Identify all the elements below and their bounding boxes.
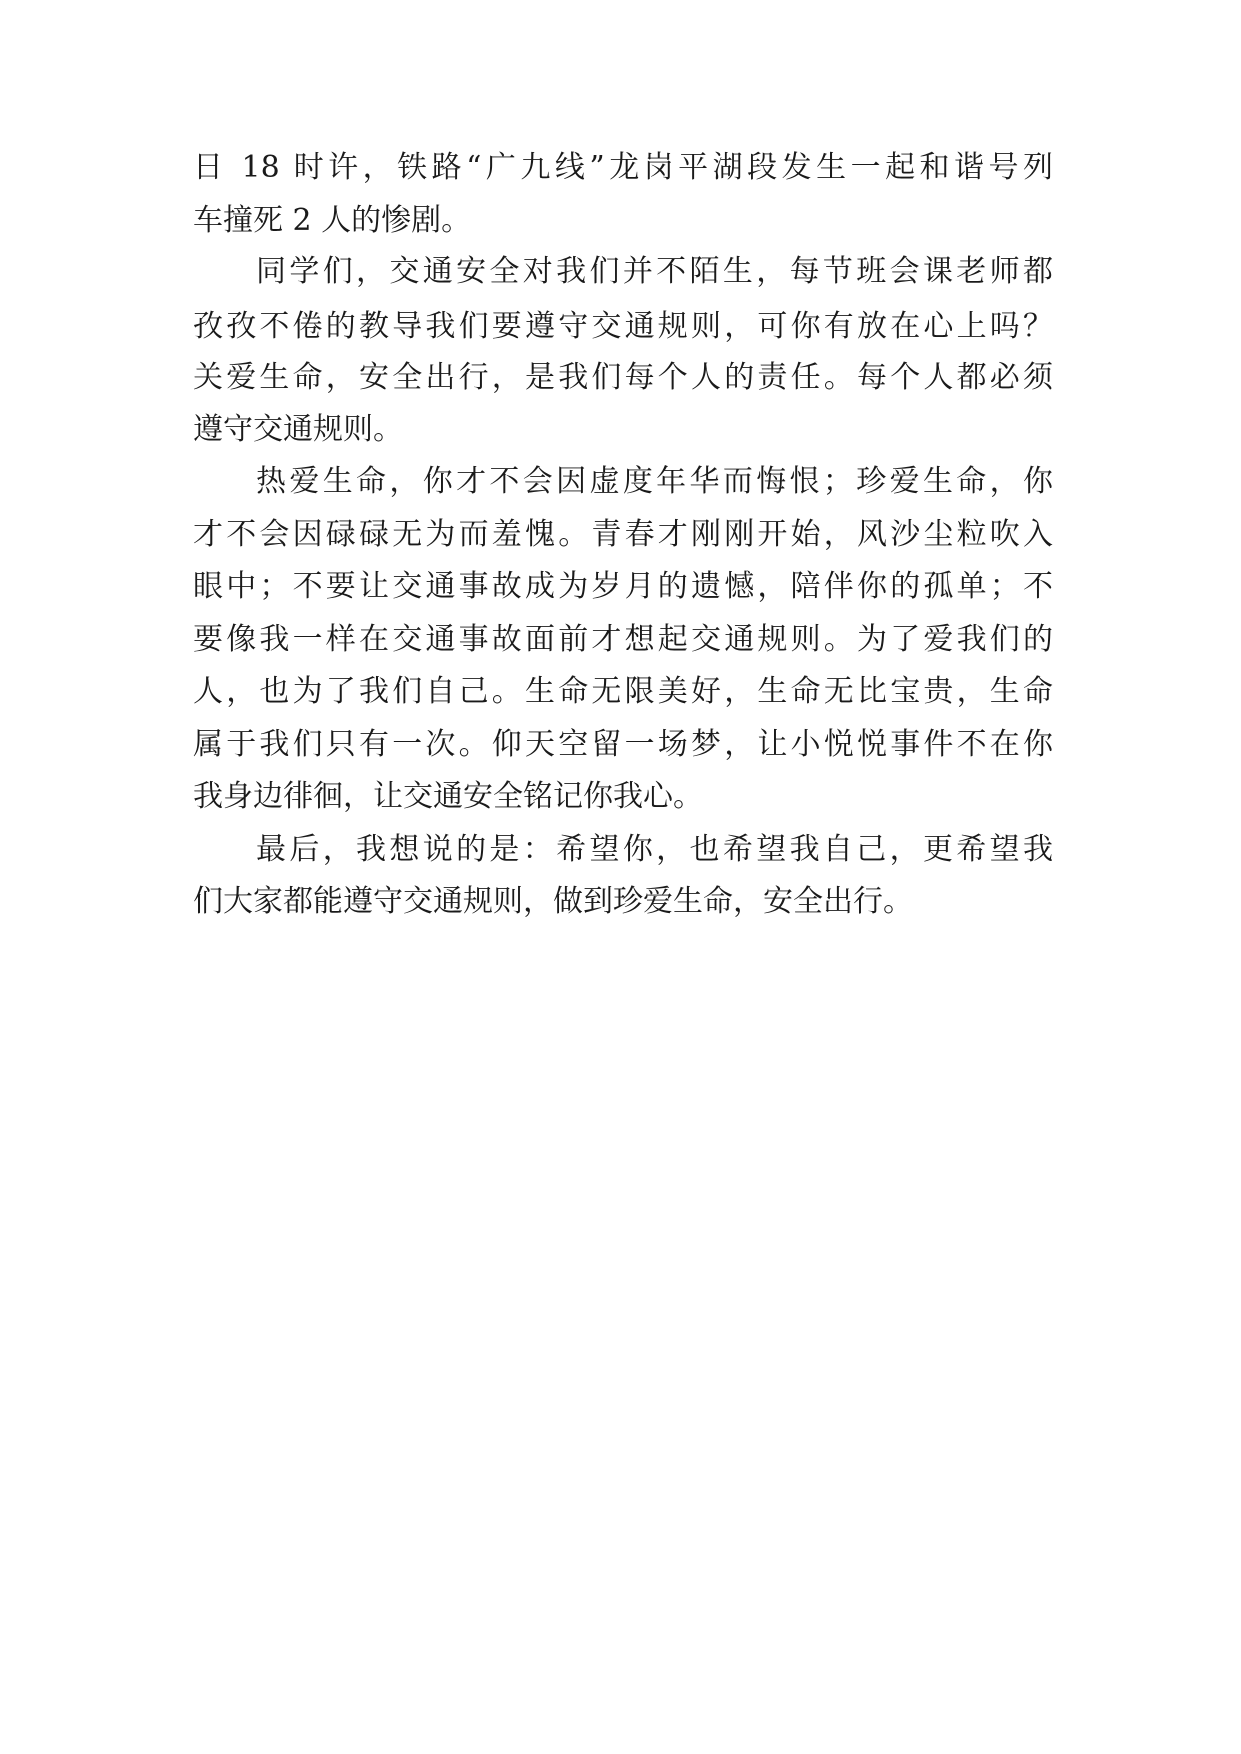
text-line: 我身边徘徊，让交通安全铭记你我心。	[193, 779, 703, 814]
text-line: 眼中；不要让交通事故成为岁月的遗憾，陪伴你的孤单；不	[193, 569, 1053, 604]
text-line: 才不会因碌碌无为而羞愧。青春才刚刚开始，风沙尘粒吹入	[193, 517, 1053, 552]
text-line: 要像我一样在交通事故面前才想起交通规则。为了爱我们的	[193, 622, 1053, 657]
text-line: 关爱生命，安全出行，是我们每个人的责任。每个人都必须	[193, 360, 1053, 395]
text-line: 日 18 时许，铁路“广九线”龙岗平湖段发生一起和谐号列	[193, 150, 1053, 185]
text-line: 车撞死 2 人的惨剧。	[193, 203, 472, 238]
text-line: 热爱生命，你才不会因虚度年华而悔恨；珍爱生命，你	[256, 464, 1053, 499]
text-line: 最后，我想说的是：希望你，也希望我自己，更希望我	[256, 832, 1053, 867]
text-line: 同学们，交通安全对我们并不陌生，每节班会课老师都	[256, 254, 1053, 289]
text-line: 遵守交通规则。	[193, 412, 403, 447]
text-line: 人，也为了我们自己。生命无限美好，生命无比宝贵，生命	[193, 674, 1053, 709]
text-line: 属于我们只有一次。仰天空留一场梦，让小悦悦事件不在你	[193, 727, 1053, 762]
text-line: 孜孜不倦的教导我们要遵守交通规则，可你有放在心上吗？	[193, 309, 1053, 344]
text-line: 们大家都能遵守交通规则，做到珍爱生命，安全出行。	[193, 884, 913, 919]
